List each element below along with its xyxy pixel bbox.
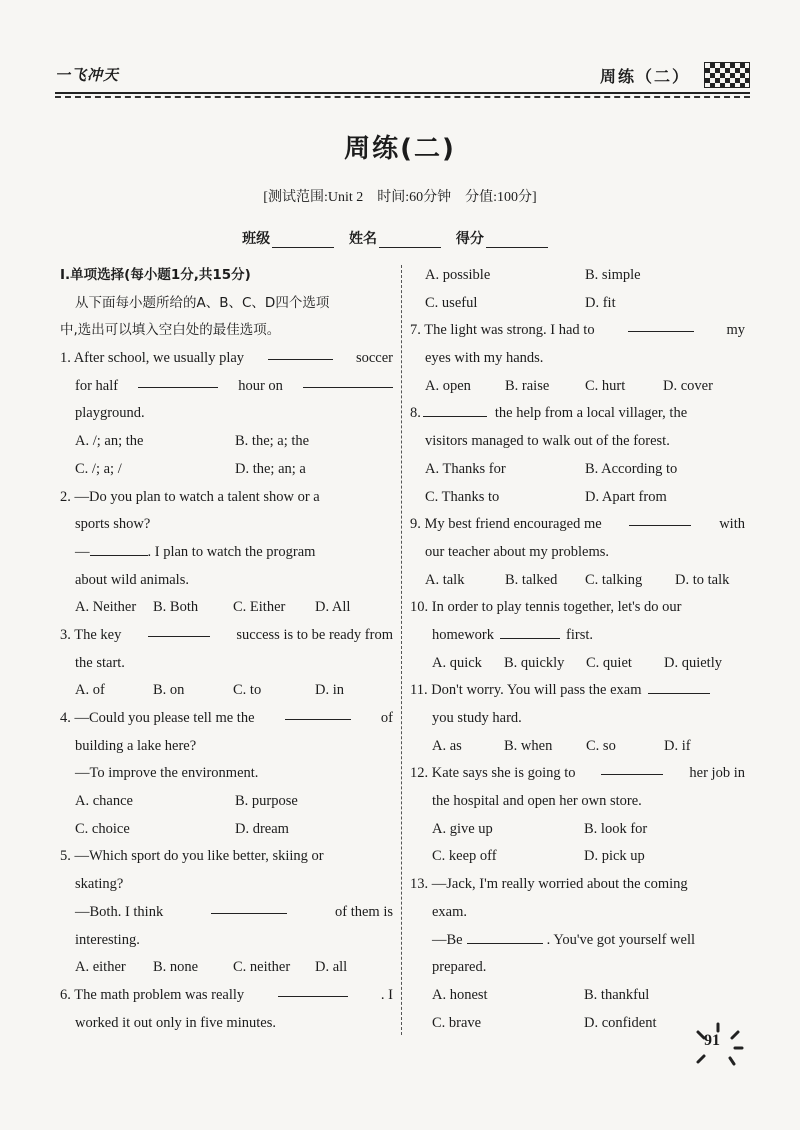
- options-row: [410, 456, 745, 484]
- score-blank[interactable]: [486, 233, 548, 248]
- page-number: 91: [704, 1032, 720, 1049]
- option-b[interactable]: B. purpose: [235, 793, 298, 810]
- answer-blank[interactable]: [629, 511, 691, 526]
- option-d[interactable]: D. if: [664, 737, 691, 754]
- class-blank[interactable]: [272, 233, 334, 248]
- options-row: [410, 484, 745, 512]
- answer-blank[interactable]: [423, 402, 487, 417]
- answer-blank[interactable]: [268, 345, 333, 360]
- answer-blank[interactable]: [148, 622, 210, 637]
- option-c[interactable]: C. /; a; /: [75, 460, 122, 477]
- right-column: [410, 262, 745, 1037]
- option-b[interactable]: B. the; a; the: [235, 433, 310, 450]
- question-7-line: eyes with my hands.: [425, 350, 544, 367]
- option-a[interactable]: A. quick: [432, 654, 482, 671]
- answer-blank[interactable]: [601, 760, 663, 775]
- options-row: [410, 567, 745, 595]
- options-row: [410, 262, 745, 290]
- question-6: 6. The math problem was really . I: [60, 982, 393, 1010]
- question-10: 10. In order to play tennis together, let's do our: [410, 599, 682, 616]
- option-d[interactable]: D. Apart from: [585, 488, 667, 505]
- left-column: [60, 262, 393, 1037]
- options-row: [60, 428, 393, 456]
- options-row: [410, 373, 745, 401]
- question-10-line: homework first.: [410, 622, 745, 650]
- question-9-line: our teacher about my problems.: [425, 543, 610, 560]
- option-c[interactable]: C. Either: [233, 599, 286, 616]
- options-row: [410, 816, 745, 844]
- question-1: 1. After school, we usually play soccer: [60, 345, 393, 373]
- question-13-line: —Be . You've got yourself well: [410, 927, 745, 955]
- option-b[interactable]: B. talked: [505, 571, 558, 588]
- question-4-line: building a lake here?: [75, 737, 197, 754]
- option-c[interactable]: C. brave: [432, 1014, 482, 1031]
- question-2-line: about wild animals.: [75, 571, 189, 588]
- answer-blank[interactable]: [278, 982, 348, 997]
- option-b[interactable]: B. when: [504, 737, 553, 754]
- option-b[interactable]: B. look for: [584, 820, 648, 837]
- header-rule: [55, 92, 750, 94]
- class-label: 班级: [242, 231, 271, 247]
- question-5-line: interesting.: [75, 931, 140, 948]
- question-5: 5. —Which sport do you like better, skiing or: [60, 848, 324, 865]
- option-b[interactable]: B. Both: [153, 599, 199, 616]
- question-5-line: skating?: [75, 876, 124, 893]
- option-d[interactable]: D. dream: [235, 820, 289, 837]
- question-2: 2. —Do you plan to watch a talent show or a: [60, 488, 320, 505]
- option-c[interactable]: C. neither: [233, 959, 291, 976]
- question-1-line: for half hour on: [60, 373, 393, 401]
- page-title: 周练(二): [344, 134, 456, 164]
- name-blank[interactable]: [379, 233, 441, 248]
- options-row: [60, 788, 393, 816]
- question-8: 8. the help from a local villager, the: [410, 400, 745, 428]
- question-12-line: the hospital and open her own store.: [432, 793, 642, 810]
- question-11-line: you study hard.: [432, 710, 522, 726]
- header-title: 周练（二）: [599, 67, 690, 86]
- question-11: 11. Don't worry. You will pass the exam: [410, 677, 745, 705]
- question-13: 13. —Jack, I'm really worried about the coming: [410, 876, 688, 893]
- option-a[interactable]: A. Neither: [75, 599, 137, 616]
- option-d[interactable]: D. all: [315, 959, 348, 976]
- option-c[interactable]: C. useful: [425, 294, 478, 311]
- options-row: [410, 650, 745, 678]
- answer-blank[interactable]: [138, 373, 218, 388]
- option-c[interactable]: C. keep off: [432, 848, 497, 865]
- section-title: Ⅰ.单项选择(每小题1分,共15分): [60, 267, 251, 283]
- option-c[interactable]: C. quiet: [586, 654, 632, 671]
- question-13-line: prepared.: [432, 959, 487, 976]
- question-5-line: —Both. I think of them is: [60, 899, 393, 927]
- option-d[interactable]: D. pick up: [584, 848, 645, 865]
- options-row: [60, 816, 393, 844]
- option-b[interactable]: B. raise: [505, 377, 550, 394]
- options-row: [410, 290, 745, 318]
- option-a[interactable]: A. of: [75, 682, 105, 699]
- name-label: 姓名: [349, 231, 377, 247]
- score-label: 得分: [455, 231, 484, 247]
- option-b[interactable]: B. simple: [585, 267, 641, 283]
- option-d[interactable]: D. the; an; a: [235, 460, 306, 477]
- question-3-line: the start.: [75, 654, 125, 671]
- options-row: [410, 982, 745, 1010]
- option-b[interactable]: B. According to: [585, 460, 678, 477]
- option-a[interactable]: A. open: [425, 377, 471, 394]
- question-12: 12. Kate says she is going to her job in: [410, 760, 745, 788]
- option-a[interactable]: A. either: [75, 959, 126, 976]
- option-c[interactable]: C. to: [233, 682, 262, 699]
- question-3: 3. The key success is to be ready from: [60, 622, 393, 650]
- option-a[interactable]: A. talk: [425, 571, 465, 588]
- options-row: [410, 733, 745, 761]
- option-a[interactable]: A. give up: [432, 820, 493, 837]
- test-scope: [测试范围:Unit 2 时间:60分钟 分值:100分]: [263, 190, 537, 205]
- answer-blank[interactable]: [500, 624, 560, 639]
- option-b[interactable]: B. thankful: [584, 986, 650, 1003]
- option-b[interactable]: B. none: [153, 959, 199, 976]
- question-13-line: exam.: [432, 903, 468, 920]
- option-c[interactable]: C. hurt: [585, 377, 626, 394]
- option-c[interactable]: C. choice: [75, 820, 130, 837]
- option-d[interactable]: D. in: [315, 682, 344, 699]
- student-info: [0, 228, 800, 248]
- option-a[interactable]: A. /; an; the: [75, 433, 144, 450]
- option-d[interactable]: D. cover: [663, 377, 713, 394]
- answer-blank[interactable]: [628, 317, 694, 332]
- answer-blank[interactable]: [303, 373, 393, 388]
- question-7: 7. The light was strong. I had to my: [410, 317, 745, 345]
- option-a[interactable]: A. honest: [432, 986, 488, 1003]
- answer-blank[interactable]: [648, 679, 710, 694]
- options-row: [60, 677, 393, 705]
- column-divider: [401, 265, 402, 1035]
- options-row: [60, 456, 393, 484]
- question-6-line: worked it out only in five minutes.: [75, 1014, 276, 1031]
- question-1-line: playground.: [75, 405, 145, 422]
- instruction-line: 中,选出可以填入空白处的最佳选项。: [60, 322, 281, 339]
- option-a[interactable]: A. possible: [425, 267, 491, 283]
- question-9: 9. My best friend encouraged me with: [410, 511, 745, 539]
- option-d[interactable]: D. All: [315, 599, 351, 616]
- answer-blank[interactable]: [467, 929, 543, 944]
- option-c[interactable]: C. talking: [585, 571, 643, 588]
- option-a[interactable]: A. as: [432, 737, 462, 754]
- options-row: [410, 843, 745, 871]
- checker-decoration-icon: [704, 62, 750, 88]
- question-4-line: —To improve the environment.: [75, 765, 259, 782]
- option-c[interactable]: C. Thanks to: [425, 488, 500, 505]
- option-b[interactable]: B. quickly: [504, 654, 565, 671]
- option-d[interactable]: D. quietly: [664, 654, 722, 671]
- header-dashed-rule: [55, 96, 750, 98]
- question-4: 4. —Could you please tell me the of: [60, 705, 393, 733]
- options-row: [60, 954, 393, 982]
- option-a[interactable]: A. Thanks for: [425, 460, 506, 477]
- answer-blank[interactable]: [285, 705, 351, 720]
- option-d[interactable]: D. to talk: [675, 571, 730, 588]
- answer-blank[interactable]: [90, 541, 148, 556]
- brand-logo: 一飞冲天: [55, 66, 120, 84]
- option-c[interactable]: C. so: [586, 737, 616, 754]
- question-2-line: — . I plan to watch the program: [60, 539, 393, 567]
- instruction-line: 从下面每小题所给的A、B、C、D四个选项: [75, 294, 330, 311]
- options-row: [60, 594, 393, 622]
- option-d[interactable]: D. fit: [585, 294, 616, 311]
- page-header: [55, 58, 750, 98]
- option-d[interactable]: D. confident: [584, 1014, 657, 1031]
- option-b[interactable]: B. on: [153, 682, 185, 699]
- question-2-line: sports show?: [75, 516, 151, 533]
- option-a[interactable]: A. chance: [75, 793, 133, 810]
- question-8-line: visitors managed to walk out of the forest.: [425, 433, 670, 450]
- answer-blank[interactable]: [211, 899, 287, 914]
